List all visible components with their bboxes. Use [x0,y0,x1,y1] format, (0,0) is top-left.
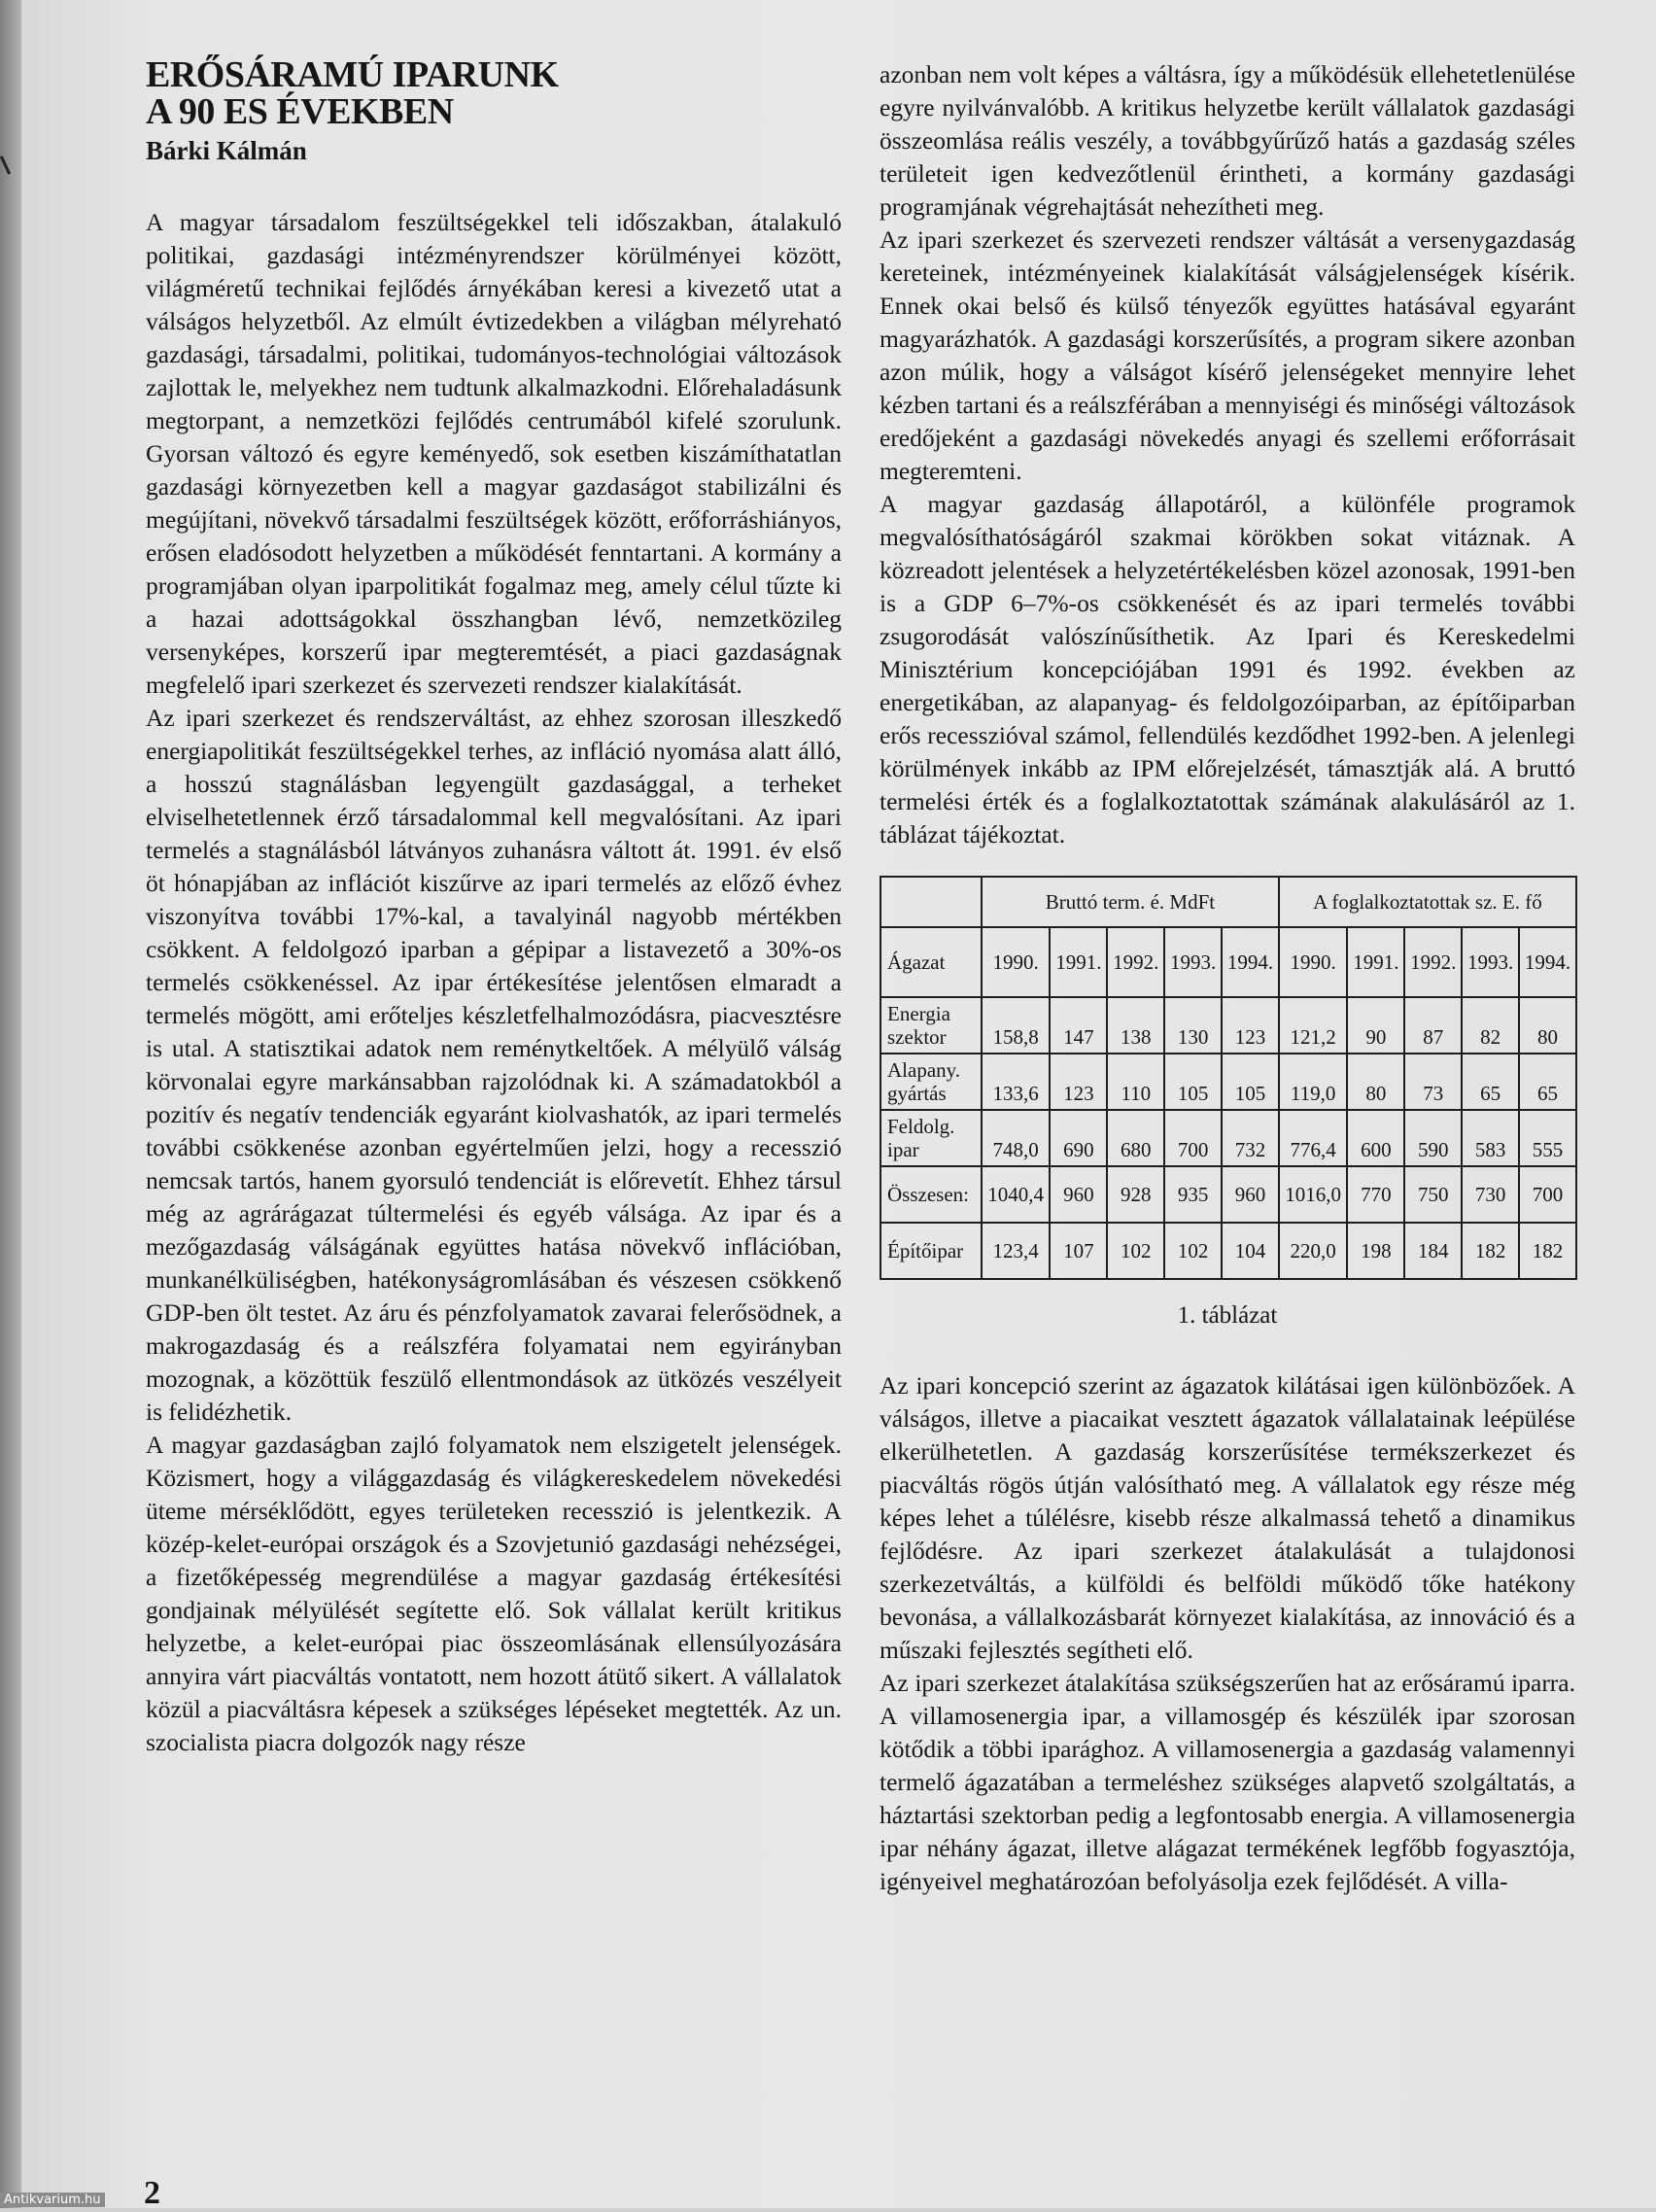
table-year-row [880,927,1576,997]
table-cell: 104 [1222,1223,1279,1279]
table-cell: 133,6 [982,1054,1050,1110]
table-cell: 87 [1404,997,1462,1054]
table-year-cell: 1991. [1050,927,1107,997]
table-year-cell: 1994. [1222,927,1279,997]
left-column [146,56,842,1759]
data-table [880,876,1577,1280]
table-cell: 105 [1222,1054,1279,1110]
row-label-line: gyártás [887,1082,947,1105]
table-year-cell: 1993. [1462,927,1519,997]
table-cell: 555 [1519,1110,1576,1166]
table-row [880,997,1576,1054]
table-cell: 184 [1404,1223,1462,1279]
table-cell: 123,4 [982,1223,1050,1279]
row-label-line: Összesen: [887,1183,969,1206]
table-cell: 220,0 [1279,1223,1347,1279]
table-row [880,1223,1576,1279]
table-cell: 590 [1404,1110,1462,1166]
table-cell: 690 [1050,1110,1107,1166]
table-cell: 110 [1107,1054,1164,1110]
table-cell: 102 [1164,1223,1222,1279]
table-cell: 123 [1050,1054,1107,1110]
paragraph: azonban nem volt képes a váltásra, így a működésük ellehetetlenülése egyre nyilvánvalóbb. A kritikus helyzetbe került vállalatok gazdasági összeomlása reális veszély, a továbbgyűrűző hatás a gazdaság széles területeit igen kedvezőtlenül érintheti, a kormány gazdasági programjának végrehajtását nehezítheti meg. [880,60,1575,221]
table-cell: 90 [1347,997,1404,1054]
table-cell: 770 [1347,1166,1404,1223]
table-body [880,997,1576,1279]
table-cell: 147 [1050,997,1107,1054]
table-cell: 750 [1404,1166,1462,1223]
table-year-cell: 1993. [1164,927,1222,997]
table-cell: 198 [1347,1223,1404,1279]
table-year-cell: 1994. [1519,927,1576,997]
table-cell: 700 [1164,1110,1222,1166]
table-cell: 105 [1164,1054,1222,1110]
row-label-line: Építőipar [887,1239,964,1262]
article-author: Bárki Kálmán [146,136,307,165]
table-cell: 182 [1519,1223,1576,1279]
paragraph: Az ipari koncepció szerint az ágazatok kilátásai igen különbözőek. A válságos, illetve a piacaikat vesztett ágazatok vállalatainak leépülése elkerülhetetlen. A gazdaság korszerűsítése termékszerkezet és piacváltás rögös útján valósítható meg. A vállalatok egy része még képes lehet a túlélésre, kisebb része alkalmassá tehető a dinamikus fejlődésre. Az ipari szerkezet átalakulását a tulajdonosi szerkezetváltás, a külföldi és belföldi működő tőke hatékony bevonása, a vállalkozásbarát környezet kialakítása, az innováció és a műszaki fejlesztés segítheti elő. [880,1371,1575,1664]
right-column-text-top [880,58,1575,851]
table-cell: 776,4 [1279,1110,1347,1166]
paragraph: A magyar gazdaság állapotáról, a különféle programok megvalósíthatóságáról szakmai körökben sokat vitáznak. A közreadott jelentések a helyzetértékelésben közel azonosak, 1991-ben is a GDP 6–7%-os csökkenését és az ipari termelés további zsugorodását valószínűsíthetik. Az Ipari és Kereskedelmi Minisztérium koncepciójában 1991 és 1992. években az energetikában, az alapanyag- és feldolgozóiparban, az építőiparban erős recesszióval számol, fellendülés kezdődhet 1992-ben. A jelenlegi körülmények inkább az IPM előrejelzését, támasztják alá. A bruttó termelési érték és a foglalkoztatottak számának alakulásáról az 1. táblázat tájékoztat. [880,490,1575,848]
left-column-text [146,206,842,1759]
row-label-line: ipar [887,1138,919,1161]
table-cell: 65 [1519,1054,1576,1110]
table-row-label [880,997,982,1054]
row-label-line: Alapany. [887,1058,961,1082]
table-cell: 82 [1462,997,1519,1054]
page-gutter-shadow [0,0,21,2208]
table-year-cell: 1991. [1347,927,1404,997]
table-cell: 119,0 [1279,1054,1347,1110]
table-year-cell: 1990. [982,927,1050,997]
table-cell: 600 [1347,1110,1404,1166]
paragraph: A magyar gazdaságban zajló folyamatok nem elszigetelt jelenségek. Közismert, hogy a világgazdaság és világkereskedelem növekedési üteme mérséklődött, egyes területeken recesszió is jelentkezik. A közép-kelet-európai országok és a Szovjetunió gazdasági nehézségei, a fizetőképesség megrendülése a magyar gazdaság értékesítési gondjainak mélyülését segítette elő. Sok vállalat került kritikus helyzetbe, a kelet-európai piac összeomlásának ellensúlyozására annyira várt piacváltás vontatott, nem hozott átütő sikert. A vállalatok közül a piacváltásra képesek a szükséges lépéseket megtették. Az un. szocialista piacra dolgozók nagy része [146,1431,842,1756]
right-column-text-bottom [880,1369,1575,1898]
table-cell: 80 [1347,1054,1404,1110]
table-cell: 80 [1519,997,1576,1054]
paragraph: Az ipari szerkezet és szervezeti rendszer váltását a versenygazdaság kereteinek, intézményeinek kialakítását válságjelenségek kísérik. Ennek okai belső és külső tényezők együttes hatásával egyaránt magyarázhatók. A gazdasági korszerűsítés, a program sikere azonban azon múlik, hogy a válságot kísérő jelenségeket mennyire lehet kézben tartani és a reálszférában a mennyiségi és minőségi változások eredőjeként a gazdasági növekedés anyagi és szellemi erőforrásait megteremteni. [880,225,1575,485]
table-cell: 700 [1519,1166,1576,1223]
table-cell: 182 [1462,1223,1519,1279]
table-cell: 680 [1107,1110,1164,1166]
table-year-cell: 1990. [1279,927,1347,997]
table-row [880,1054,1576,1110]
paragraph: Az ipari szerkezet átalakítása szükségszerűen hat az erősáramú iparra. A villamosenergia ipar, a villamosgép és készülék ipar szorosan kötődik a többi iparághoz. A villamosenergia a gazdaság valamennyi termelő ágazatában a termeléshez szükséges alapvető szolgáltatás, a háztartási szektorban pedig a legfontosabb energia. A villamosenergia ipar néhány ágazat, illetve alágazat termékének legfőbb fogyasztója, igényeivel meghatározóan befolyásolja ezek fejlődését. A villa- [880,1669,1575,1895]
table-row-label [880,1223,982,1279]
table-cell: 960 [1222,1166,1279,1223]
table-header-row [880,877,1576,927]
table-row-label [880,1054,982,1110]
title-line-2: A 90 ES ÉVEKBEN [146,91,454,132]
table-caption: 1. táblázat [1177,1302,1278,1329]
paragraph: A magyar társadalom feszültségekkel teli időszakban, átalakuló politikai, gazdasági intézményrendszer körülményei között, világméretű technikai fejlődés árnyékában keresi a kivezető utat a válságos helyzetből. Az elmúlt évtizedekben a világban mélyreható gazdasági, társadalmi, politikai, tudományos-technológiai változások zajlottak le, melyekhez nem tudtunk alkalmazkodni. Előrehaladásunk megtorpant, a nemzetközi fejlődés centrumából kifelé szorulunk. Gyorsan változó és egyre keményedő, sok esetben kiszámíthatatlan gazdasági környezetben kell a magyar gazdaságot stabilizálni és megújítani, növekvő társadalmi feszültségek között, erőforráshiányos, erősen eladósodott helyzetben a működését fenntartani. A kormány a programjában olyan iparpolitikát fogalmaz meg, amely célul tűzte ki a hazai adottságokkal összhangban lévő, nemzetközileg versenyképes, korszerű ipar megteremtését, a piaci gazdaságnak megfelelő ipari szerkezet és szervezeti rendszer kialakítását. [146,208,842,699]
table-cell: 960 [1050,1166,1107,1223]
table-cell: 65 [1462,1054,1519,1110]
table-cell: 1016,0 [1279,1166,1347,1223]
table-row-label [880,1110,982,1166]
table-cell: 73 [1404,1054,1462,1110]
table-cell: 583 [1462,1110,1519,1166]
table-row-header: Ágazat [880,927,982,997]
table-cell: 935 [1164,1166,1222,1223]
table-cell: 138 [1107,997,1164,1054]
table-year-cell: 1992. [1404,927,1462,997]
page-number: 2 [144,2175,160,2211]
table-cell: 102 [1107,1223,1164,1279]
table-row [880,1110,1576,1166]
table-cell: 123 [1222,997,1279,1054]
table-group-header-output: Bruttó term. é. MdFt [982,877,1279,927]
table-row [880,1166,1576,1223]
article-title [146,56,842,130]
table-cell: 130 [1164,997,1222,1054]
table-group-header-employment: A foglalkoztatottak sz. E. fő [1279,877,1576,927]
watermark: Antikvarium.hu [0,2193,105,2207]
table-cell: 107 [1050,1223,1107,1279]
table-cell: 928 [1107,1166,1164,1223]
title-line-1: ERŐSÁRAMÚ IPARUNK [146,54,559,95]
table-cell: 1040,4 [982,1166,1050,1223]
row-label-line: Energia [887,1002,950,1025]
paragraph: Az ipari szerkezet és rendszerváltást, az ehhez szorosan illeszkedő energiapolitikát feszültségekkel terhes, az infláció nyomása alatt álló, a hosszú stagnálásban legyengült gazdasággal, a terheket elviselhetetlennek érző társadalommal kell megvalósítani. Az ipari termelés a stagnálásból látványos zuhanásra váltott át. 1991. év első öt hónapjában az inflációt kiszűrve az ipari termelés az előző évhez viszonyítva további 17%-kal, a tavalyinál nagyobb mértékben csökkent. A feldolgozó iparban a gépipar a listavezető a 30%-os termelés csökkenéssel. Az ipar értékesítése jelentősen elmaradt a termelés mögött, ami erőteljes készletfelhalmozódásra, piacvesztésre is utal. A statisztikai adatok nem reménytkeltőek. A mélyülő válság körvonalai egyre markánsabban rajzolódnak ki. A számadatokból a pozitív és negatív tendenciák egyaránt kiolvashatók, az ipari termelés további csökkenése azonban egyértelműen jelzi, hogy a recesszió nemcsak tartós, hanem gyorsuló tendenciát is előrevetít. Ehhez társul még az agrárágazat túltermelési és egyéb válsága. Az ipar és a mezőgazdaság válságának együttes hatása növekvő inflációban, munkanélküliségben, hatékonyságromlásában és vészesen csökkenő GDP-ben ölt testet. Az áru és pénzfolyamatok zavarai felerősödnek, a makrogazdaság és a reálszféra folyamatai nem egyirányban mozognak, a közöttük feszülő ellentmondások az ütközés veszélyeit is felidézhetik. [146,704,842,1426]
table-cell: 732 [1222,1110,1279,1166]
table-cell: 158,8 [982,997,1050,1054]
table-corner-cell [880,877,982,927]
row-label-line: szektor [887,1025,947,1049]
table-row-label [880,1166,982,1223]
document-page [21,0,1656,2211]
table-cell: 748,0 [982,1110,1050,1166]
right-column [880,58,1575,1898]
row-label-line: Feldolg. [887,1115,955,1138]
table-cell: 730 [1462,1166,1519,1223]
table-year-cell: 1992. [1107,927,1164,997]
table-cell: 121,2 [1279,997,1347,1054]
